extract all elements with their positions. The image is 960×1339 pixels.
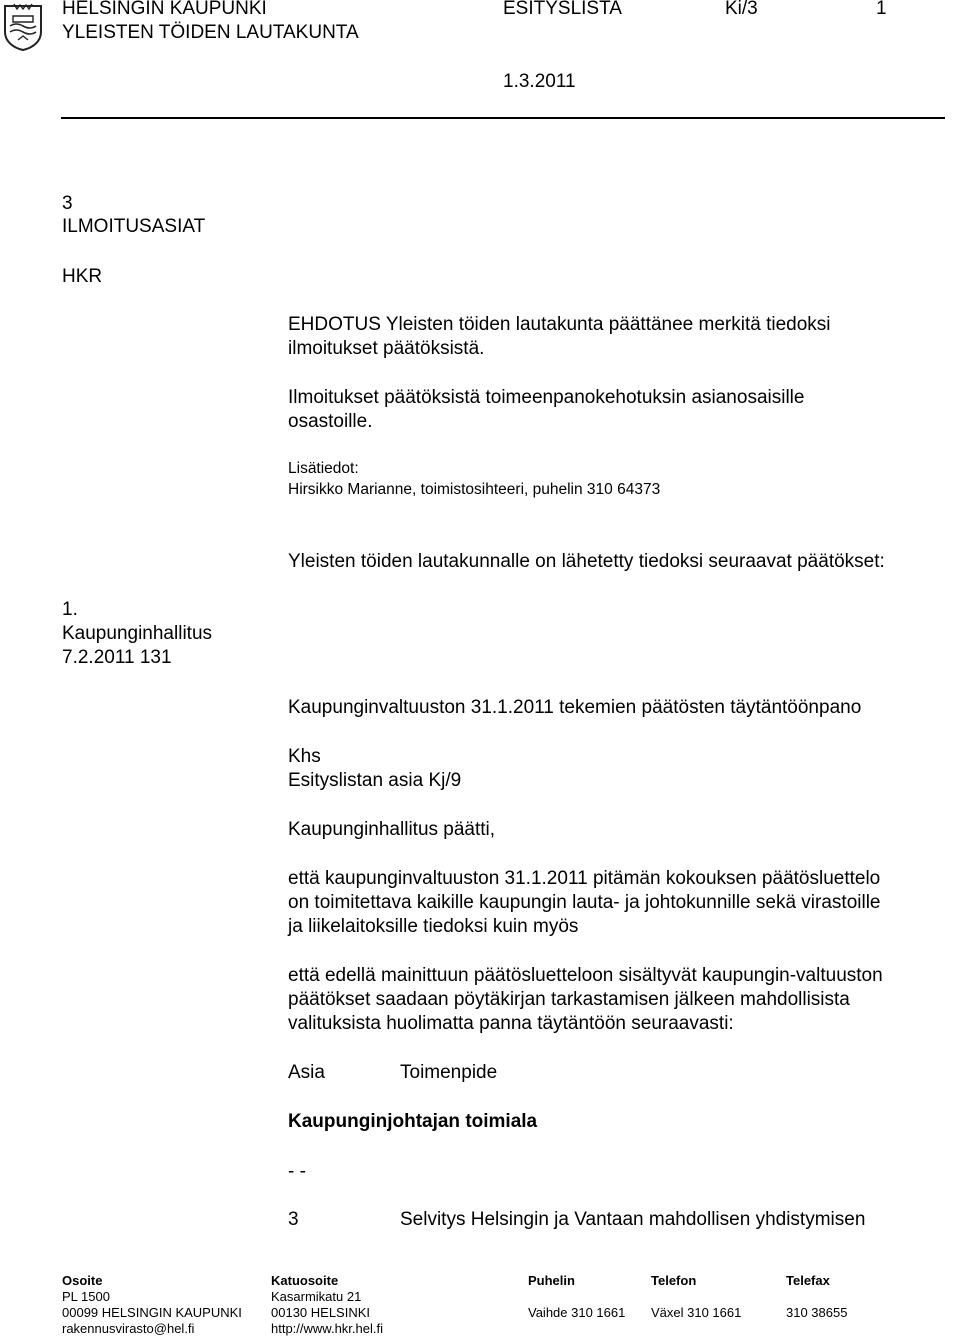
footer-katuosoite-line: 00130 HELSINKI (271, 1305, 371, 1320)
footer-katuosoite-line: Kasarmikatu 21 (271, 1289, 362, 1304)
footer-telefax-label: Telefax (786, 1273, 830, 1288)
decision-code: Khs (288, 746, 321, 767)
header-org: HELSINGIN KAUPUNKI (62, 0, 267, 19)
section-heading: Kaupunginjohtajan toimiala (288, 1111, 538, 1132)
paragraph-2-line: päätökset saadaan pöytäkirjan tarkastamisen jälkeen mahdollisista (288, 989, 850, 1010)
item-title: ILMOITUSASIAT (62, 216, 206, 237)
dash-marker: - - (288, 1161, 306, 1182)
footer-telefon: Växel 310 1661 (651, 1305, 742, 1320)
header-doc-type: ESITYSLISTA (503, 0, 622, 19)
contact-label: Lisätiedot: (288, 460, 359, 477)
footer-katuosoite-label: Katuosoite (271, 1273, 339, 1288)
proposal-line-3: Ilmoitukset päätöksistä toimeenpanokehotuksin asianosaisille (288, 387, 805, 408)
footer-website: http://www.hkr.hel.fi (271, 1321, 383, 1336)
paragraph-1-line: on toimitettava kaikille kaupungin lauta- ja johtokunnille sekä virastoille (288, 892, 881, 913)
footer-osoite-line: 00099 HELSINGIN KAUPUNKI (62, 1305, 242, 1320)
decision-ref: 7.2.2011 131 (62, 647, 172, 668)
header-page: 1 (876, 0, 887, 19)
proposal-line-4: osastoille. (288, 411, 373, 432)
item-unit: HKR (62, 266, 103, 287)
helsinki-crest-icon (2, 2, 44, 52)
proposal-line-1: EHDOTUS Yleisten töiden lautakunta päättänee merkitä tiedoksi (288, 314, 831, 335)
footer-osoite-line: PL 1500 (62, 1289, 110, 1304)
item-number: 3 (62, 193, 73, 214)
column-header-toimenpide: Toimenpide (400, 1062, 498, 1083)
footer-osoite-label: Osoite (62, 1273, 103, 1288)
footer-puhelin-label: Puhelin (528, 1273, 575, 1288)
intro-text: Yleisten töiden lautakunnalle on lähetetty tiedoksi seuraavat päätökset: (288, 551, 885, 572)
paragraph-2-line: valituksista huolimatta panna täytäntöön seuraavasti: (288, 1013, 734, 1034)
footer-puhelin: Vaihde 310 1661 (528, 1305, 626, 1320)
header-date: 1.3.2011 (503, 71, 576, 92)
paragraph-2-line: että edellä mainittuun päätösluetteloon sisältyvät kaupungin-valtuuston (288, 965, 883, 986)
column-header-asia: Asia (288, 1062, 325, 1083)
header-rule (61, 117, 945, 119)
footer-telefon-label: Telefon (651, 1273, 697, 1288)
row-number: 3 (288, 1209, 299, 1230)
header-ref: Ki/3 (725, 0, 758, 19)
paragraph-1-line: että kaupunginvaltuuston 31.1.2011 pitämän kokouksen päätösluettelo (288, 868, 881, 889)
decision-body: Kaupunginhallitus (62, 623, 213, 644)
footer-telefax: 310 38655 (786, 1305, 848, 1320)
contact-person: Hirsikko Marianne, toimistosihteeri, puhelin 310 64373 (288, 481, 661, 498)
paragraph-1-line: ja liikelaitoksille tiedoksi kuin myös (288, 916, 579, 937)
decision-agenda: Esityslistan asia Kj/9 (288, 770, 462, 791)
footer-email: rakennusvirasto@hel.fi (62, 1321, 195, 1336)
decision-subject: Kaupunginvaltuuston 31.1.2011 tekemien päätösten täytäntöönpano (288, 697, 862, 718)
proposal-line-2: ilmoitukset päätöksistä. (288, 338, 485, 359)
decision-decided: Kaupunginhallitus päätti, (288, 819, 496, 840)
row-text: Selvitys Helsingin ja Vantaan mahdollisen yhdistymisen (400, 1209, 866, 1230)
decision-num: 1. (62, 599, 78, 620)
header-dept: YLEISTEN TÖIDEN LAUTAKUNTA (62, 22, 359, 43)
